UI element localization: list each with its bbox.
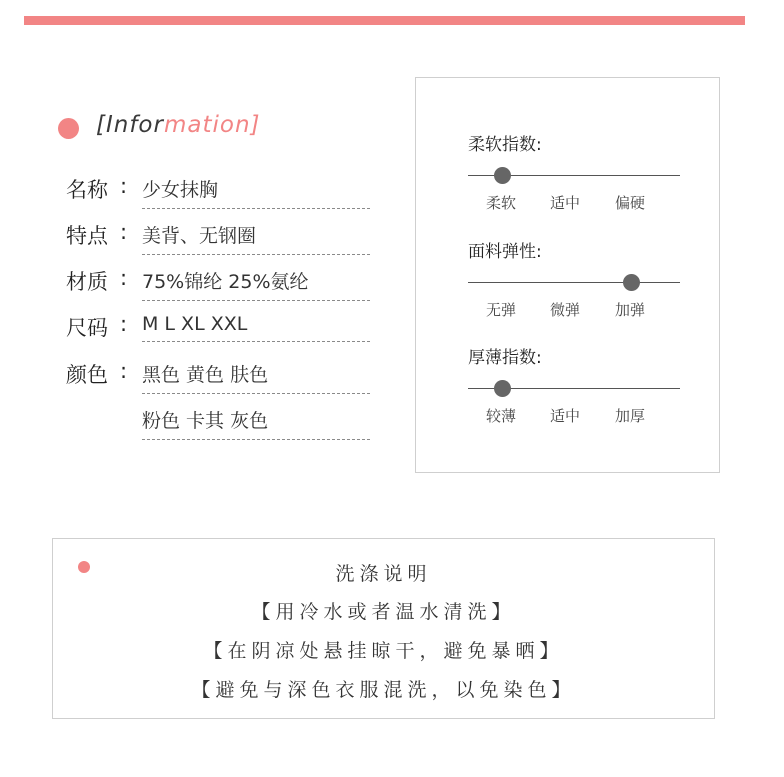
elasticity-scale — [468, 237, 680, 327]
spec-value: 少女抹胸 — [142, 175, 370, 209]
spec-row-feature — [66, 220, 376, 258]
spec-label: 名称 — [66, 178, 108, 202]
scale-option: 无弹 — [486, 301, 517, 319]
spec-value: 黑色 黄色 肤色 — [142, 360, 370, 394]
wash-instruction-line: 【在阴凉处悬挂晾干，避免暴晒】 — [203, 640, 564, 662]
heading-part-accent: mation] — [163, 112, 261, 138]
scale-track — [468, 282, 680, 283]
heading-part-dark: [Infor — [96, 112, 164, 138]
spec-row-material — [66, 266, 376, 304]
scale-indicator-knob — [494, 380, 511, 397]
wash-instruction-line: 【避免与深色衣服混洗，以免染色】 — [191, 679, 576, 701]
spec-row-color — [66, 359, 376, 397]
spec-row-color-continued — [66, 405, 376, 443]
spec-label: 颜色 — [66, 363, 108, 387]
thickness-scale — [468, 343, 680, 433]
scale-option: 偏硬 — [615, 194, 646, 212]
scale-option: 柔软 — [486, 194, 517, 212]
spec-value: M L XL XXL — [142, 313, 370, 342]
scale-title: 柔软指数: — [468, 135, 542, 155]
scale-option: 适中 — [550, 407, 581, 425]
scale-indicator-knob — [494, 167, 511, 184]
scale-option: 微弹 — [550, 301, 581, 319]
spec-label: 材质 — [66, 270, 108, 294]
scale-option: 较薄 — [486, 407, 517, 425]
spec-colon: : — [120, 266, 128, 290]
scale-option: 适中 — [550, 194, 581, 212]
fabric-scale-panel — [415, 77, 720, 473]
spec-label: 尺码 — [66, 316, 108, 340]
top-accent-bar — [24, 16, 745, 25]
spec-value: 75%锦纶 25%氨纶 — [142, 267, 370, 301]
scale-title: 厚薄指数: — [468, 348, 542, 368]
info-bullet-dot — [58, 118, 79, 139]
wash-title: 洗涤说明 — [335, 563, 432, 585]
spec-label: 特点 — [66, 224, 108, 248]
wash-instruction-line: 【用冷水或者温水清洗】 — [251, 601, 516, 623]
spec-colon: : — [120, 220, 128, 244]
spec-colon: : — [120, 312, 128, 336]
spec-row-name — [66, 174, 376, 212]
spec-value: 粉色 卡其 灰色 — [142, 406, 370, 440]
spec-value: 美背、无钢圈 — [142, 221, 370, 255]
information-heading — [96, 112, 261, 138]
scale-title: 面料弹性: — [468, 242, 542, 262]
spec-row-size — [66, 312, 376, 350]
spec-colon: : — [120, 359, 128, 383]
scale-option: 加厚 — [615, 407, 646, 425]
washing-instructions-panel — [52, 538, 715, 719]
softness-scale — [468, 130, 680, 220]
scale-option: 加弹 — [615, 301, 646, 319]
spec-colon: : — [120, 174, 128, 198]
scale-indicator-knob — [623, 274, 640, 291]
